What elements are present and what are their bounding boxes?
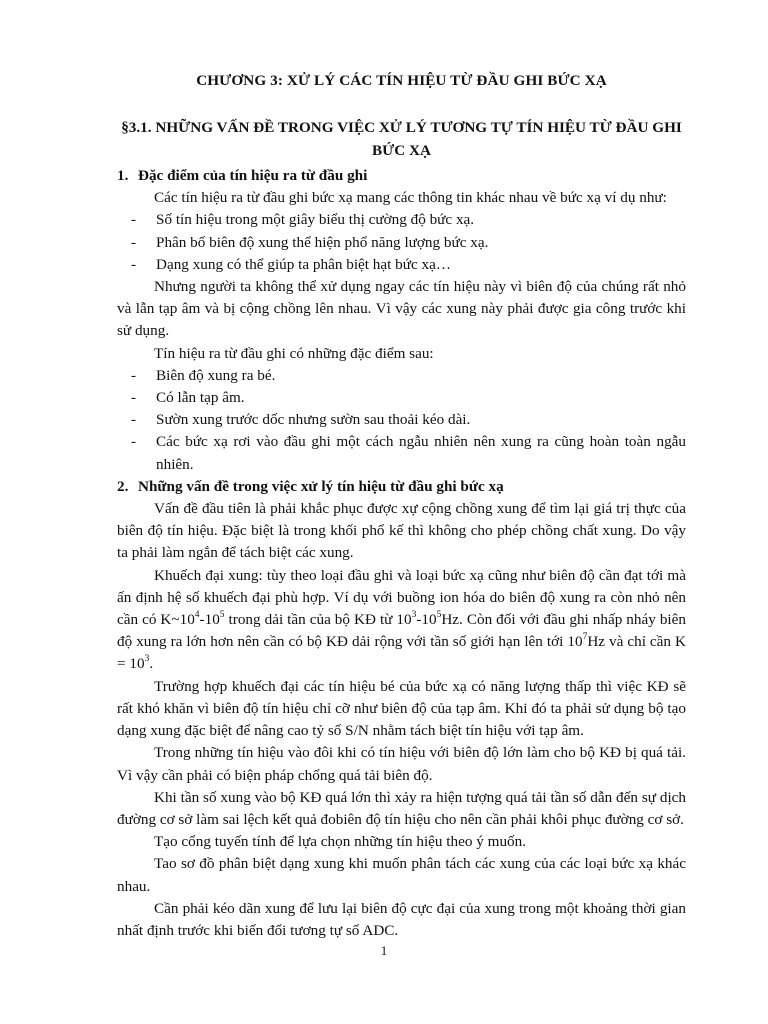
paragraph: Nhưng người ta không thể xử dụng ngay các tín hiệu này vì biên độ của chúng rất nhỏ và lẫn tạp âm và bị cộng chồng lên nhau. Vì vậy các xung này phải được gia công trước khi sử dụng. xyxy=(117,278,686,340)
list-item-text: Các bức xạ rơi vào đầu ghi một cách ngẫu nhiên nên xung ra cũng hoàn toàn ngẫu nhiên. xyxy=(156,433,686,473)
list-item xyxy=(117,232,686,254)
list-item xyxy=(117,409,686,431)
paragraph: Vấn đề đầu tiên là phải khắc phục được xự cộng chồng xung để tìm lại giá trị thực của biên độ tín hiệu. Đặc biệt là trong khối phổ kế thì không cho phép chồng chất xung. Do vậy ta phải làm ngắn để tách biệt các xung. xyxy=(117,500,686,562)
superscript: 5 xyxy=(436,610,442,621)
dash-marker: - xyxy=(131,211,137,229)
text-run: Hz. Còn đối với đầu ghi nhấp nháy biên độ xung ra lớn hơn nên cần có bộ KĐ dải rộng với tần số giới hạn lên tới 10 xyxy=(117,611,686,651)
superscript: 4 xyxy=(194,610,200,621)
section-title: §3.1. NHỮNG VẤN ĐỀ TRONG VIỆC XỬ LÝ TƯƠNG TỰ TÍN HIỆU TỪ ĐẦU GHI BỨC XẠ xyxy=(121,119,682,159)
dash-marker: - xyxy=(131,233,137,251)
list-item xyxy=(117,254,686,276)
heading-part-1-number: 1. xyxy=(117,167,129,185)
list-item-text: Phân bố biên độ xung thể hiện phổ năng lượng bức xạ. xyxy=(156,233,489,251)
heading-part-1 xyxy=(117,165,686,187)
text-run: -10 xyxy=(416,611,437,629)
dash-marker: - xyxy=(131,255,137,273)
list-item xyxy=(117,387,686,409)
heading-part-2-number: 2. xyxy=(117,477,129,495)
paragraph: Trường hợp khuếch đại các tín hiệu bé của bức xạ có năng lượng thấp thì việc KĐ sẽ rất khó khăn vì biên độ tín hiệu chỉ cỡ như biên độ của tạp âm. Khi đó ta phải sử dụng bộ tạo dạng xung đặc biệt để nâng cao tỷ số S/N nhằm tách biệt tín hiệu với tạp âm. xyxy=(117,677,686,740)
page-number: 1 xyxy=(380,943,388,958)
bullet-list xyxy=(117,209,686,276)
list-item-text: Số tín hiệu trong một giây biểu thị cường độ bức xạ. xyxy=(156,211,475,229)
heading-part-2-text: Những vấn đề trong việc xử lý tín hiệu từ đầu ghi bức xạ xyxy=(138,477,504,495)
text-run: -10 xyxy=(199,611,220,629)
list-item-text: Biên độ xung ra bé. xyxy=(156,366,276,384)
paragraph: Trong những tín hiệu vào đôi khi có tín hiệu với biên độ lớn làm cho bộ KĐ bị quá tải. Vì vậy cần phải có biện pháp chống quá tải biên độ. xyxy=(117,744,686,784)
list-item-text: Có lẫn tạp âm. xyxy=(156,389,245,407)
paragraph: Tín hiệu ra từ đầu ghi có những đặc điểm sau: xyxy=(154,344,434,362)
superscript: 3 xyxy=(411,610,417,621)
list-item xyxy=(117,209,686,231)
text-run: trong dải tần của bộ KĐ từ 10 xyxy=(224,611,412,629)
list-item xyxy=(117,431,686,475)
dash-marker: - xyxy=(131,411,137,429)
dash-marker: - xyxy=(131,366,137,384)
superscript: 7 xyxy=(582,632,588,643)
text-run: . xyxy=(149,655,154,673)
list-item-text: Sườn xung trước dốc nhưng sườn sau thoải kéo dài. xyxy=(156,411,471,429)
paragraph: Khi tần số xung vào bộ KĐ quá lớn thì xảy ra hiện tượng quá tải tần số dẫn đến sự dịch đường cơ sở làm sai lệch kết quả đobiên độ tín hiệu cho nên cần phải khôi phục đường cơ sở. xyxy=(117,788,686,828)
heading-part-2 xyxy=(117,476,686,498)
bullet-list xyxy=(117,365,686,476)
list-item-text: Dạng xung có thể giúp ta phân biệt hạt bức xạ… xyxy=(156,255,452,273)
paragraph: Tao sơ đồ phân biệt dạng xung khi muốn phân tách các xung của các loại bức xạ khác nhau. xyxy=(117,855,686,895)
text-run: Khuếch đại xung: tùy theo loại đầu ghi và loại bức xạ cũng như biên độ cần đạt tới mà ấn định hệ số khuếch đại phù hợp. Ví dụ với buồng ion hóa do biên độ xung ra còn nhỏ nên cần có K~10 xyxy=(117,566,686,629)
chapter-title: CHƯƠNG 3: XỬ LÝ CÁC TÍN HIỆU TỪ ĐẦU GHI BỨC XẠ xyxy=(196,72,607,89)
superscript: 5 xyxy=(219,610,225,621)
paragraph: Cần phải kéo dãn xung để lưu lại biên độ cực đại của xung trong một khoảng thời gian nhất định trước khi biến đổi tương tự số ADC. xyxy=(117,899,686,939)
superscript: 3 xyxy=(144,654,150,665)
dash-marker: - xyxy=(131,433,137,451)
dash-marker: - xyxy=(131,389,137,407)
list-item xyxy=(117,365,686,387)
heading-part-1-text: Đặc điểm của tín hiệu ra từ đầu ghi xyxy=(138,167,368,185)
paragraph: Các tín hiệu ra từ đầu ghi bức xạ mang các thông tin khác nhau về bức xạ ví dụ như: xyxy=(154,189,667,207)
text-run: Hz và chỉ cần K = 10 xyxy=(117,633,686,673)
paragraph: Tạo cổng tuyến tính để lựa chọn những tín hiệu theo ý muốn. xyxy=(154,833,527,851)
paragraph-amplification xyxy=(117,565,686,676)
